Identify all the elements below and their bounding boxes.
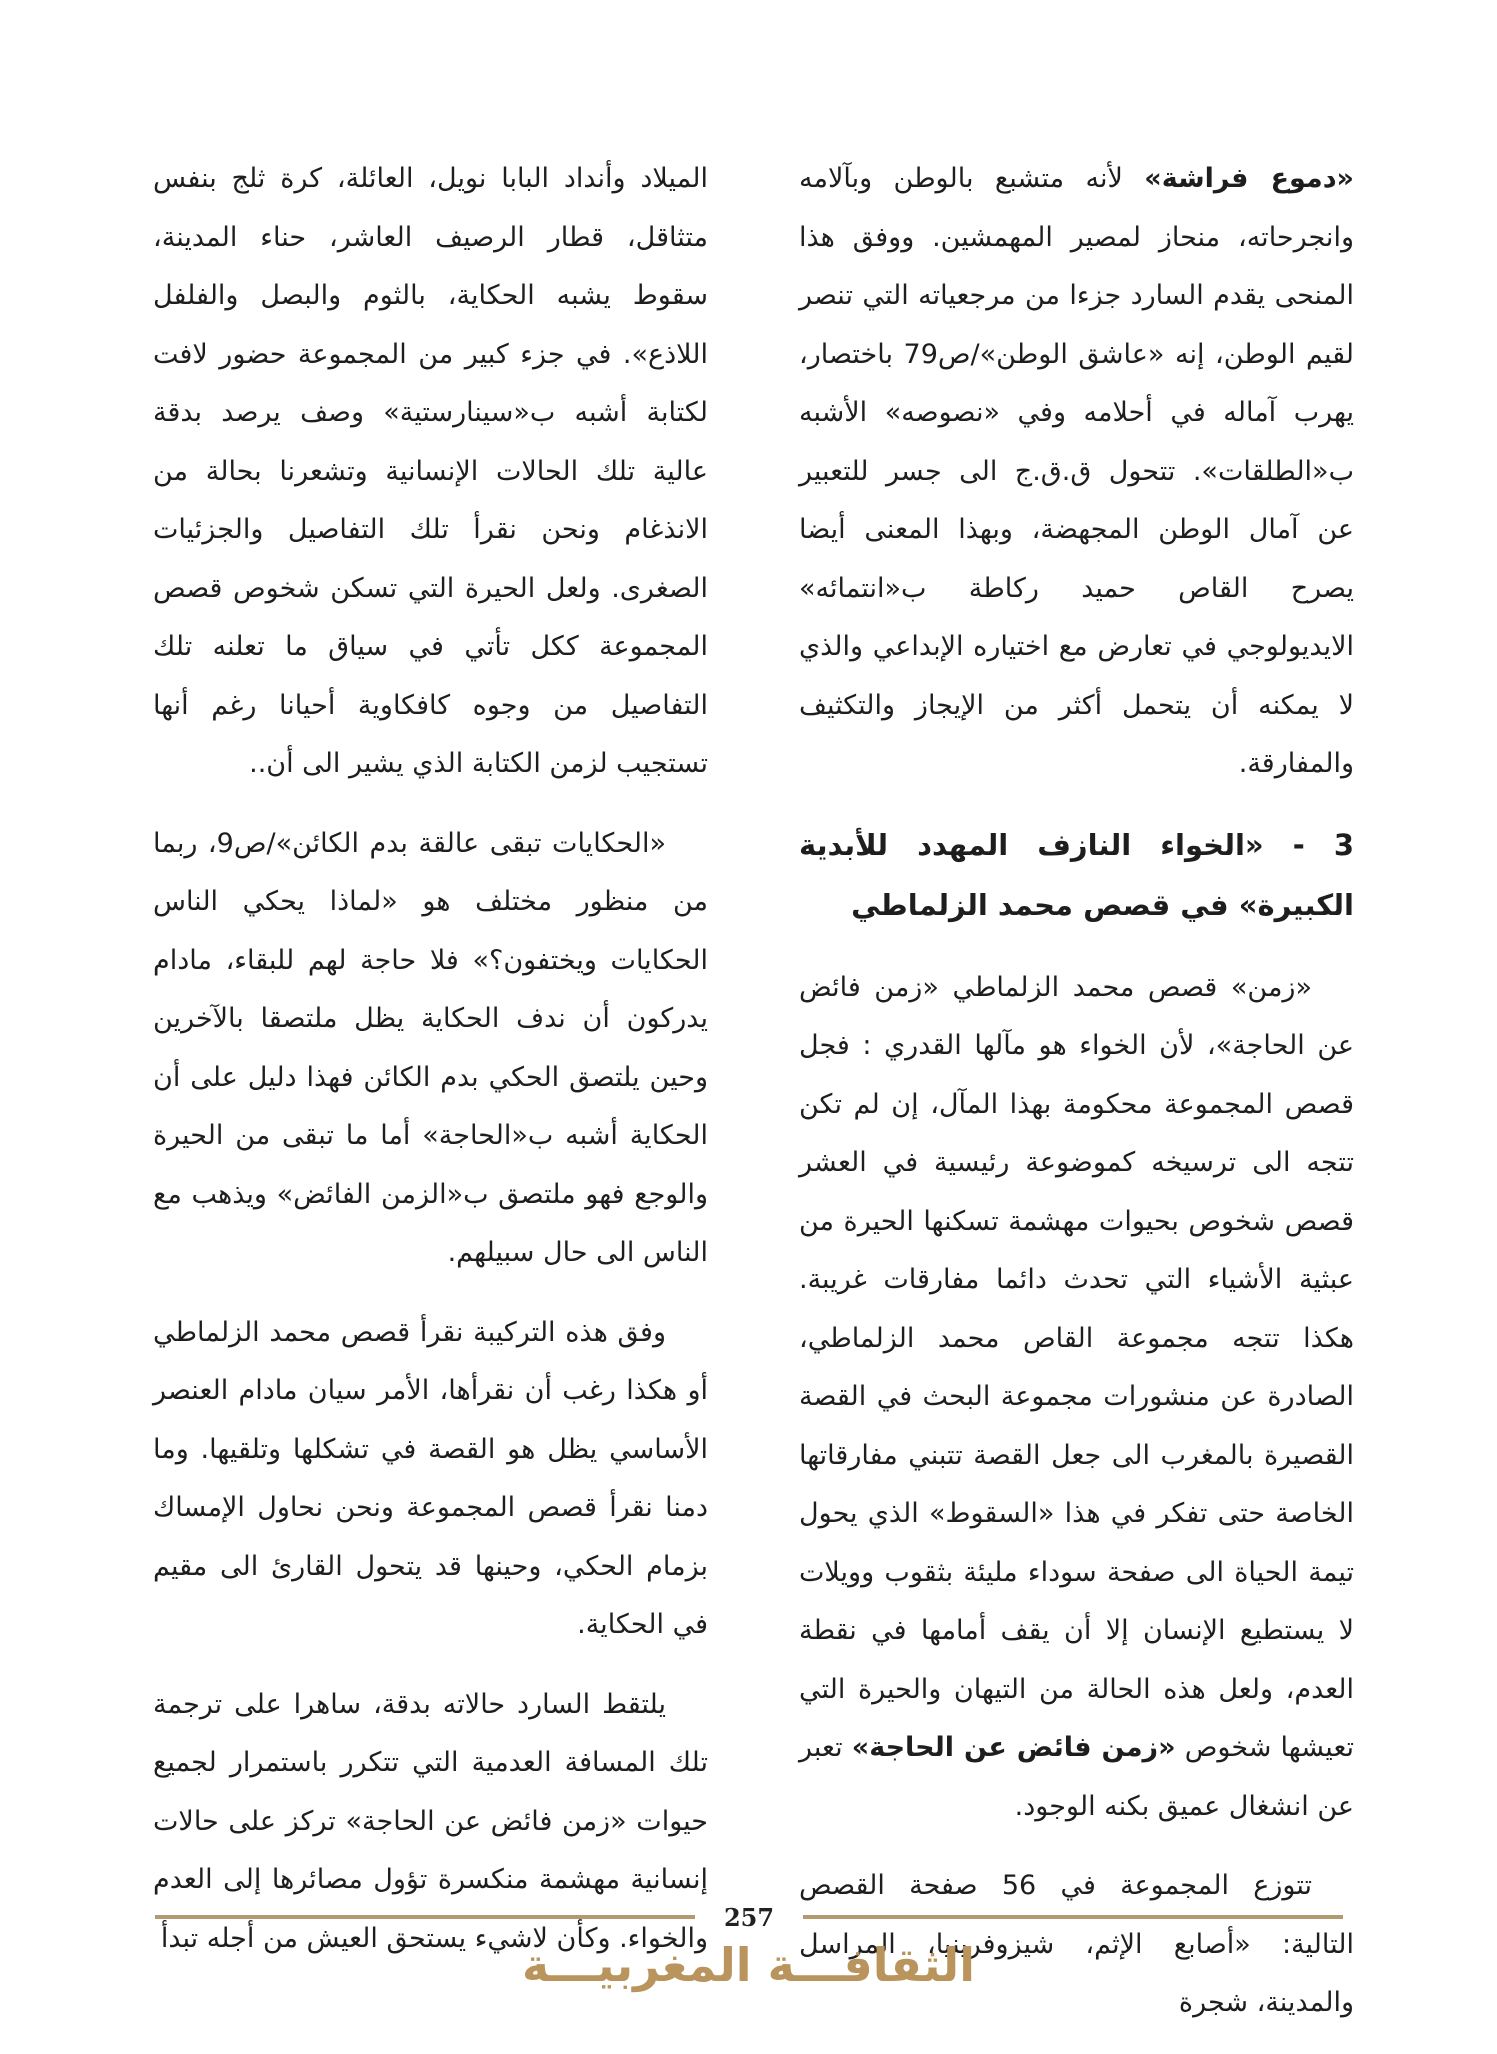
right-column <box>799 150 1354 2054</box>
right-paragraph-2-text: «زمن» قصص محمد الزلماطي «زمن فائض عن الحاجة»، لأن الخواء هو مآلها القدري : فجل قصص المجموعة محكومة بهذا المآل، إن لم تكن تتجه الى ترسيخه كموضوعة رئيسية في العشر قصص شخوص بحيوات مهشمة تسكنها الحيرة من عبثية الأشياء التي تحدث دائما مفارقات غريبة. هكذا تتجه مجموعة القاص محمد الزلماطي، الصادرة عن منشورات مجموعة البحث في القصة القصيرة بالمغرب الى جعل القصة تتبني مفارقاتها الخاصة حتى تفكر في هذا «السقوط» الذي يحول تيمة الحياة الى صفحة سوداء مليئة بثقوب وويلات لا يستطيع الإنسان إلا أن يقف أمامها في نقطة العدم، ولعل هذه الحالة من التيهان والحيرة التي تعيشها شخوص <box>799 971 1354 1763</box>
right-paragraph-2-end: تعبر عن انشغال عميق بكنه الوجود. <box>799 1732 1354 1822</box>
left-paragraph-3: وفق هذه التركيبة نقرأ قصص محمد الزلماطي أو هكذا رغب أن نقرأها، الأمر سيان مادام العنصر الأساسي يظل هو القصة في تشكلها وتلقيها. وما دمنا نقرأ قصص المجموعة ونحن نحاول الإمساك بزمام الحكي، وحينها قد يتحول القارئ الى مقيم في الحكاية. <box>153 1316 708 1640</box>
left-paragraph-4: يلتقط السارد حالاته بدقة، ساهرا على ترجمة تلك المسافة العدمية التي تتكرر باستمرار لجميع حيوات «زمن فائض عن الحاجة» تركز على حالات إنسانية مهشمة منكسرة تؤول مصائرها إلى العدم والخواء. وكأن لاشيء يستحق العيش من أجله تبدأ <box>153 1688 708 1954</box>
left-column <box>153 150 708 1989</box>
book-title-dumu-farasha: «دموع فراشة» <box>1144 163 1354 194</box>
section-heading-3: 3 - «الخواء النازف المهدد للأبدية الكبيرة» في قصص محمد الزلماطي <box>799 827 1354 922</box>
page-number: 257 <box>723 1903 775 1932</box>
right-paragraph-3: تتوزع المجموعة في 56 صفحة القصص التالية: «أصابع الإثم، شيزوفرينيا، المراسل والمدينة، شجرة <box>799 1870 1354 2018</box>
left-paragraph-1: الميلاد وأنداد البابا نويل، العائلة، كرة ثلج بنفس متثاقل، قطار الرصيف العاشر، حناء المدينة، سقوط يشبه الحكاية، بالثوم والبصل والفلفل اللاذع». في جزء كبير من المجموعة حضور لافت لكتابة أشبه ب«سينارستية» وصف يرصد بدقة عالية تلك الحالات الإنسانية وتشعرنا بحالة من الانذغام ونحن نقرأ تلك التفاصيل والجزئيات الصغرى. ولعل الحيرة التي تسكن شخوص قصص المجموعة ككل تأتي في سياق ما تعلنه تلك التفاصيل من وجوه كافكاوية أحيانا رغم أنها تستجيب لزمن الكتابة الذي يشير الى أن.. <box>153 163 708 779</box>
book-title-zaman-faid: «زمن فائض عن الحاجة» <box>851 1732 1176 1763</box>
right-paragraph-1 <box>799 150 1354 794</box>
right-paragraph-2 <box>799 959 1354 1837</box>
left-paragraph-2: «الحكايات تبقى عالقة بدم الكائن»/ص9، ربما من منظور مختلف هو «لماذا يحكي الناس الحكايات ويختفون؟» فلا حاجة لهم للبقاء، مادام يدركون أن ندف الحكاية يظل ملتصقا بالآخرين وحين يلتصق الحكي بدم الكائن فهذا دليل على أن الحكاية أشبه ب«الحاجة» أما ما تبقى من الحيرة والوجع فهو ملتصق ب«الزمن الفائض» ويذهب مع الناس الى حال سبيلهم. <box>153 827 708 1268</box>
right-paragraph-1-text: لأنه متشبع بالوطن وبآلامه وانجرحاته، منحاز لمصير المهمشين. ووفق هذا المنحى يقدم السارد جزءا من مرجعياته التي تنصر لقيم الوطن، إنه «عاشق الوطن»/ص79 باختصار، يهرب آماله في أحلامه وفي «نصوصه» الأشبه ب«الطلقات». تتحول ق.ق.ج الى جسر للتعبير عن آمال الوطن المجهضة، وبهذا المعنى أيضا يصرح القاص حميد ركاطة ب«انتمائه» الايديولوجي في تعارض مع اختياره الإبداعي والذي لا يمكنه أن يتحمل أكثر من الإيجاز والتكثيف والمفارقة. <box>799 163 1354 779</box>
footer-rule <box>155 1903 1343 1932</box>
magazine-title: الثقافـــة المغربيـــة <box>522 1938 975 1992</box>
